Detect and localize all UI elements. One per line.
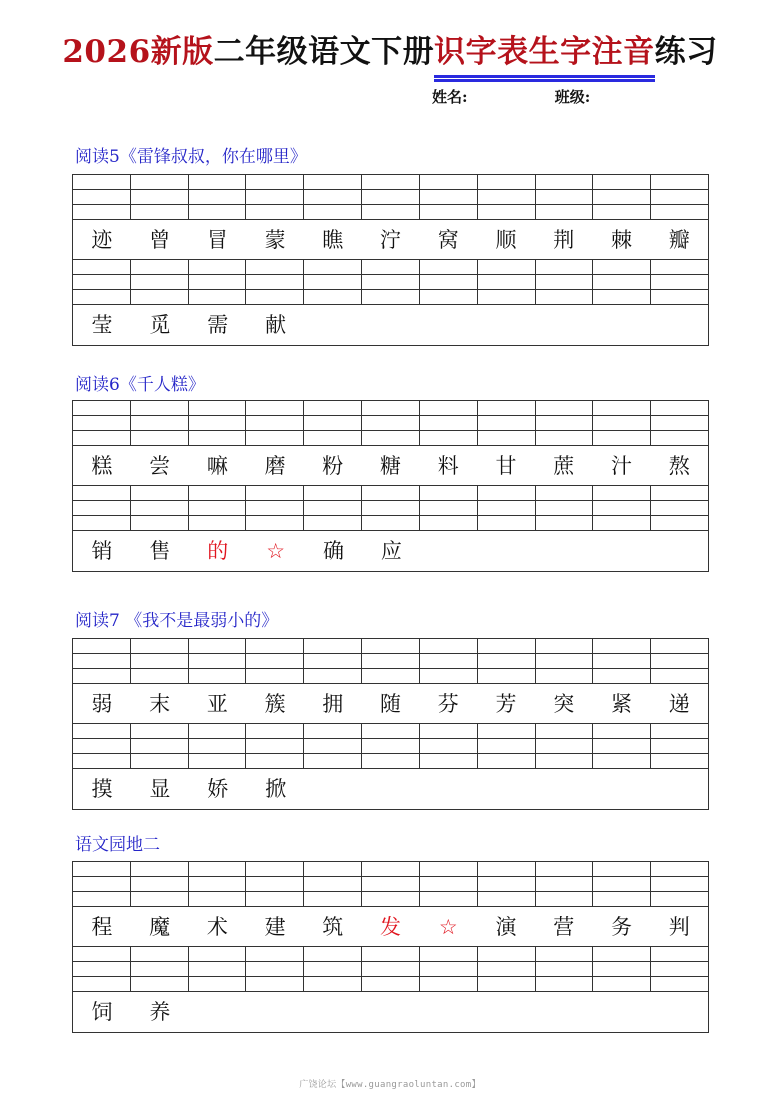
pinyin-cell[interactable] — [246, 486, 304, 530]
pinyin-cell[interactable] — [420, 724, 478, 768]
pinyin-cell[interactable] — [131, 724, 189, 768]
pinyin-cell[interactable] — [246, 947, 304, 991]
pinyin-cell[interactable] — [651, 862, 708, 906]
section-title: 阅读7 《我不是最弱小的》 — [75, 611, 279, 631]
character-row — [73, 531, 708, 571]
character-row — [73, 907, 708, 947]
section-title: 阅读6《千人糕》 — [75, 375, 205, 395]
character-cell: 尝 — [149, 453, 171, 478]
character-cell: 磨 — [264, 453, 286, 478]
character-cell: 演 — [495, 914, 517, 939]
character-cell: 棘 — [610, 227, 632, 252]
character-cell: 蔗 — [553, 453, 575, 478]
character-grid — [72, 174, 709, 346]
pinyin-cell[interactable] — [478, 724, 536, 768]
pinyin-cell[interactable] — [651, 175, 708, 219]
pinyin-cell[interactable] — [478, 401, 536, 445]
character-cell: 莹 — [91, 313, 113, 337]
pinyin-cell[interactable] — [651, 724, 708, 768]
class-label: 班级: — [554, 88, 591, 106]
character-cell: 窝 — [437, 227, 459, 252]
pinyin-writing-row — [73, 486, 708, 531]
character-cell: 拥 — [322, 691, 344, 716]
character-row — [73, 305, 708, 345]
character-cell: 荆 — [553, 227, 575, 252]
character-cell: 术 — [206, 914, 228, 939]
character-cell: 掀 — [265, 777, 287, 801]
pinyin-cell[interactable] — [131, 639, 189, 683]
pinyin-cell[interactable] — [362, 401, 420, 445]
character-cell: 芳 — [495, 691, 517, 716]
pinyin-cell[interactable] — [536, 862, 594, 906]
character-cell: 嘛 — [206, 453, 228, 478]
pinyin-cell[interactable] — [246, 260, 304, 304]
character-cell: 迹 — [91, 227, 113, 252]
character-cell: 糕 — [91, 453, 113, 478]
pinyin-cell[interactable] — [420, 639, 478, 683]
pinyin-writing-row — [73, 724, 708, 769]
name-label: 姓名: — [432, 88, 468, 106]
pinyin-cell[interactable] — [73, 862, 131, 906]
pinyin-cell[interactable] — [304, 175, 362, 219]
pinyin-cell[interactable] — [593, 639, 651, 683]
pinyin-cell[interactable] — [651, 486, 708, 530]
pinyin-cell[interactable] — [131, 486, 189, 530]
student-info-bar — [432, 86, 590, 107]
character-cell: 亚 — [206, 691, 228, 716]
character-cell: 养 — [149, 1000, 171, 1024]
character-cell: 献 — [265, 313, 287, 337]
character-cell: 魔 — [149, 914, 171, 939]
pinyin-cell[interactable] — [420, 486, 478, 530]
character-cell: 冒 — [206, 227, 228, 252]
star-icon: ☆ — [266, 539, 286, 563]
pinyin-cell[interactable] — [189, 639, 247, 683]
pinyin-cell[interactable] — [536, 260, 594, 304]
pinyin-cell[interactable] — [420, 947, 478, 991]
pinyin-cell[interactable] — [478, 639, 536, 683]
pinyin-cell[interactable] — [478, 260, 536, 304]
character-cell: 应 — [380, 539, 402, 563]
pinyin-cell[interactable] — [304, 639, 362, 683]
pinyin-cell[interactable] — [131, 401, 189, 445]
pinyin-cell[interactable] — [420, 260, 478, 304]
character-cell: 递 — [668, 691, 690, 716]
pinyin-cell[interactable] — [478, 947, 536, 991]
character-cell: 瞧 — [322, 227, 344, 252]
pinyin-cell[interactable] — [593, 947, 651, 991]
pinyin-cell[interactable] — [362, 639, 420, 683]
character-cell: 料 — [437, 453, 459, 478]
page-title — [0, 30, 780, 78]
pinyin-cell[interactable] — [362, 862, 420, 906]
pinyin-cell[interactable] — [189, 724, 247, 768]
pinyin-cell[interactable] — [420, 862, 478, 906]
pinyin-cell[interactable] — [420, 401, 478, 445]
pinyin-cell[interactable] — [73, 947, 131, 991]
pinyin-writing-row — [73, 639, 708, 684]
character-cell: 务 — [610, 914, 632, 939]
character-cell: 发 — [380, 914, 402, 939]
pinyin-cell[interactable] — [189, 175, 247, 219]
pinyin-cell[interactable] — [246, 724, 304, 768]
pinyin-cell[interactable] — [593, 486, 651, 530]
character-cell: 糖 — [380, 453, 402, 478]
section-title: 语文园地二 — [75, 835, 160, 855]
character-cell: 粉 — [322, 453, 344, 478]
star-icon: ☆ — [438, 914, 458, 939]
character-cell: 芬 — [437, 691, 459, 716]
character-cell: 泞 — [380, 227, 402, 252]
character-row — [73, 992, 708, 1032]
pinyin-cell[interactable] — [536, 486, 594, 530]
character-cell: 的 — [207, 539, 229, 563]
character-cell: 突 — [553, 691, 575, 716]
pinyin-cell[interactable] — [651, 260, 708, 304]
pinyin-writing-row — [73, 260, 708, 305]
pinyin-cell[interactable] — [478, 175, 536, 219]
character-cell: 筑 — [322, 914, 344, 939]
pinyin-writing-row — [73, 401, 708, 446]
pinyin-cell[interactable] — [73, 175, 131, 219]
pinyin-cell[interactable] — [536, 724, 594, 768]
pinyin-cell[interactable] — [362, 724, 420, 768]
character-cell: 饲 — [91, 1000, 113, 1024]
pinyin-writing-row — [73, 175, 708, 220]
pinyin-cell[interactable] — [304, 947, 362, 991]
character-row — [73, 769, 708, 809]
character-cell: 营 — [553, 914, 575, 939]
character-cell: 簇 — [264, 691, 286, 716]
pinyin-cell[interactable] — [362, 486, 420, 530]
pinyin-cell[interactable] — [73, 260, 131, 304]
character-cell: 甘 — [495, 453, 517, 478]
pinyin-cell[interactable] — [420, 175, 478, 219]
pinyin-cell[interactable] — [536, 639, 594, 683]
section-title: 阅读5《雷锋叔叔，你在哪里》 — [75, 147, 307, 167]
character-cell: 弱 — [91, 691, 113, 716]
pinyin-cell[interactable] — [131, 862, 189, 906]
pinyin-cell[interactable] — [246, 862, 304, 906]
character-cell: 程 — [91, 914, 113, 939]
pinyin-cell[interactable] — [73, 401, 131, 445]
character-cell: 显 — [149, 777, 171, 801]
pinyin-cell[interactable] — [536, 947, 594, 991]
title-edition: 2026新版 — [62, 34, 214, 70]
character-cell: 需 — [207, 313, 229, 337]
character-cell: 蒙 — [264, 227, 286, 252]
pinyin-cell[interactable] — [131, 260, 189, 304]
pinyin-cell[interactable] — [536, 175, 594, 219]
pinyin-cell[interactable] — [73, 724, 131, 768]
pinyin-writing-row — [73, 862, 708, 907]
pinyin-cell[interactable] — [536, 401, 594, 445]
title-highlight: 识字表生字注音 — [434, 30, 655, 78]
character-cell: 售 — [149, 539, 171, 563]
pinyin-cell[interactable] — [593, 401, 651, 445]
pinyin-writing-row — [73, 947, 708, 992]
character-cell: 汁 — [610, 453, 632, 478]
character-cell: 熬 — [668, 453, 690, 478]
pinyin-cell[interactable] — [189, 862, 247, 906]
pinyin-cell[interactable] — [478, 486, 536, 530]
character-cell: 顺 — [495, 227, 517, 252]
pinyin-cell[interactable] — [651, 947, 708, 991]
character-cell: 觅 — [149, 313, 171, 337]
pinyin-cell[interactable] — [304, 260, 362, 304]
character-grid — [72, 400, 709, 572]
title-grade-subject: 二年级语文下册 — [213, 34, 435, 70]
pinyin-cell[interactable] — [73, 486, 131, 530]
pinyin-cell[interactable] — [189, 260, 247, 304]
character-row — [73, 220, 708, 260]
pinyin-cell[interactable] — [651, 401, 708, 445]
pinyin-cell[interactable] — [246, 639, 304, 683]
pinyin-cell[interactable] — [246, 401, 304, 445]
character-cell: 随 — [380, 691, 402, 716]
pinyin-cell[interactable] — [131, 947, 189, 991]
pinyin-cell[interactable] — [189, 947, 247, 991]
pinyin-cell[interactable] — [73, 639, 131, 683]
pinyin-cell[interactable] — [362, 260, 420, 304]
footer-watermark: 广饶论坛【www.guangraoluntan.com】 — [299, 1080, 481, 1090]
pinyin-cell[interactable] — [304, 486, 362, 530]
character-cell: 摸 — [91, 777, 113, 801]
pinyin-cell[interactable] — [189, 401, 247, 445]
pinyin-cell[interactable] — [189, 486, 247, 530]
character-grid — [72, 861, 709, 1033]
character-cell: 末 — [149, 691, 171, 716]
character-cell: 销 — [91, 539, 113, 563]
pinyin-cell[interactable] — [362, 947, 420, 991]
pinyin-cell[interactable] — [593, 724, 651, 768]
title-suffix: 练习 — [654, 34, 718, 70]
character-row — [73, 684, 708, 724]
pinyin-cell[interactable] — [362, 175, 420, 219]
pinyin-cell[interactable] — [593, 862, 651, 906]
pinyin-cell[interactable] — [131, 175, 189, 219]
pinyin-cell[interactable] — [478, 862, 536, 906]
character-cell: 娇 — [207, 777, 229, 801]
character-cell: 判 — [668, 914, 690, 939]
pinyin-cell[interactable] — [651, 639, 708, 683]
character-row — [73, 446, 708, 486]
pinyin-cell[interactable] — [304, 862, 362, 906]
character-cell: 建 — [264, 914, 286, 939]
character-cell: 确 — [323, 539, 344, 563]
character-grid — [72, 638, 709, 810]
pinyin-cell[interactable] — [593, 175, 651, 219]
character-cell: 瓣 — [668, 227, 690, 252]
pinyin-cell[interactable] — [304, 401, 362, 445]
character-cell: 曾 — [149, 227, 171, 252]
character-cell: 紧 — [610, 691, 632, 716]
pinyin-cell[interactable] — [246, 175, 304, 219]
pinyin-cell[interactable] — [304, 724, 362, 768]
pinyin-cell[interactable] — [593, 260, 651, 304]
